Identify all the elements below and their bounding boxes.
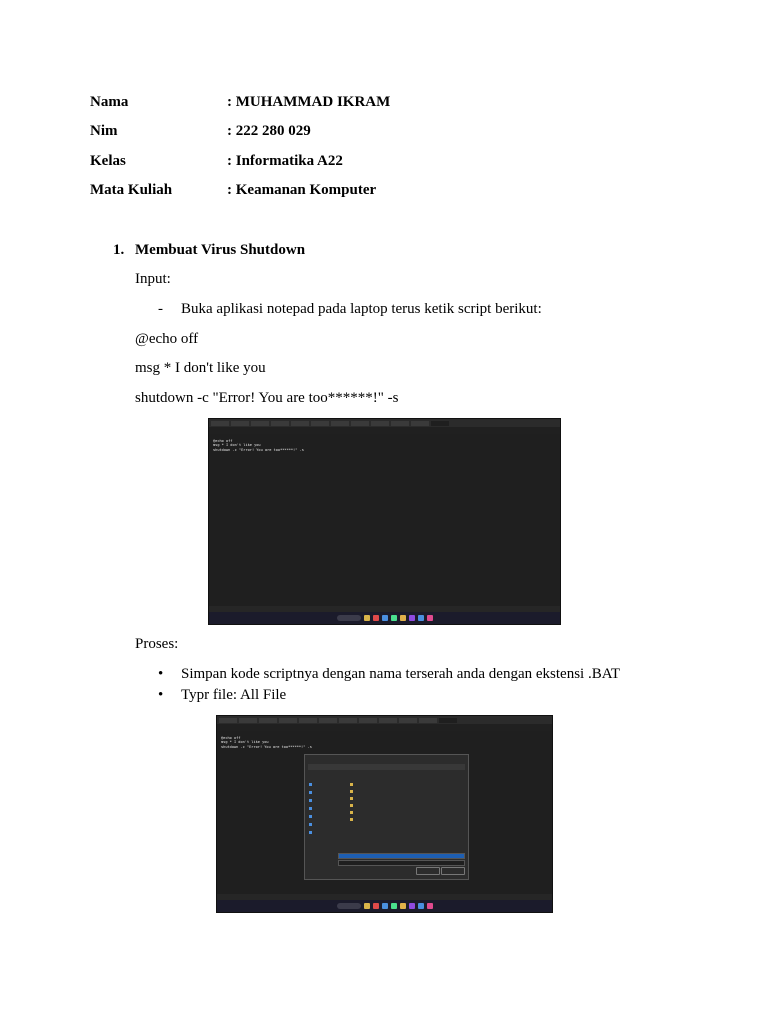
tab xyxy=(339,718,357,723)
dialog-sidebar xyxy=(308,781,344,847)
tab xyxy=(271,421,289,426)
taskbar-app-icon xyxy=(391,903,397,909)
taskbar-app-icon xyxy=(373,615,379,621)
dialog-file-list xyxy=(349,781,465,847)
taskbar-app-icon xyxy=(400,903,406,909)
info-value: : Keamanan Komputer xyxy=(227,182,377,198)
tab xyxy=(311,421,329,426)
taskbar-app-icon xyxy=(364,615,370,621)
dialog-filename-field xyxy=(308,853,465,859)
info-label: Mata Kuliah xyxy=(90,182,173,198)
notepad-tabbar xyxy=(209,419,560,427)
taskbar-app-icon xyxy=(382,615,388,621)
filetype-select xyxy=(338,860,465,866)
dialog-sidebar-item xyxy=(308,789,344,796)
code-line: msg * I don't like you xyxy=(213,443,261,448)
taskbar-app-icon xyxy=(382,903,388,909)
dialog-folder-item xyxy=(349,809,465,816)
dialog-sidebar-item xyxy=(308,781,344,788)
taskbar xyxy=(209,612,560,624)
code-line: msg * I don't like you xyxy=(221,740,269,745)
info-label: Nim xyxy=(90,123,118,139)
notepad-code xyxy=(221,736,312,749)
process-label: Proses: xyxy=(135,636,179,652)
dialog-sidebar-item xyxy=(308,797,344,804)
tab-active xyxy=(439,718,457,723)
tab xyxy=(411,421,429,426)
tab xyxy=(371,421,389,426)
save-as-dialog xyxy=(304,754,469,880)
info-value: : 222 280 029 xyxy=(227,123,311,139)
dialog-save-button xyxy=(416,867,440,875)
taskbar-app-icon xyxy=(391,615,397,621)
tab xyxy=(279,718,297,723)
tab xyxy=(231,421,249,426)
bullet-glyph: • xyxy=(158,666,164,682)
tab xyxy=(219,718,237,723)
tab xyxy=(239,718,257,723)
tab xyxy=(331,421,349,426)
code-line: shutdown -c "Error! You are too******!" -s xyxy=(221,744,312,749)
tab xyxy=(211,421,229,426)
dialog-folder-item xyxy=(349,788,465,795)
taskbar-app-icon xyxy=(418,615,424,621)
taskbar-app-icon xyxy=(364,903,370,909)
tab xyxy=(419,718,437,723)
tab xyxy=(359,718,377,723)
tab xyxy=(259,718,277,723)
input-step-text: Buka aplikasi notepad pada laptop terus ketik script berikut: xyxy=(181,301,542,317)
taskbar-app-icon xyxy=(373,903,379,909)
info-label: Kelas xyxy=(90,153,126,169)
bullet-glyph: • xyxy=(158,687,164,703)
notepad-menubar xyxy=(209,427,560,434)
taskbar-app-icon xyxy=(427,615,433,621)
tab xyxy=(291,421,309,426)
input-label: Input: xyxy=(135,271,171,287)
taskbar-search-icon xyxy=(337,615,361,621)
info-label: Nama xyxy=(90,94,129,110)
code-line: @echo off xyxy=(213,439,233,443)
info-value: : Informatika A22 xyxy=(227,153,343,169)
dialog-sidebar-item xyxy=(308,829,344,836)
notepad-menubar xyxy=(217,724,552,731)
notepad-screenshot xyxy=(208,418,561,625)
taskbar-app-icon xyxy=(409,903,415,909)
dialog-sidebar-item xyxy=(308,805,344,812)
tab xyxy=(399,718,417,723)
section-title: Membuat Virus Shutdown xyxy=(135,242,306,258)
code-line: @echo off xyxy=(221,736,241,740)
notepad-tabbar xyxy=(217,716,552,724)
dialog-sidebar-item xyxy=(308,821,344,828)
dialog-folder-item xyxy=(349,802,465,809)
notepad-code xyxy=(213,439,304,452)
taskbar-app-icon xyxy=(400,615,406,621)
taskbar-app-icon xyxy=(409,615,415,621)
info-value: : MUHAMMAD IKRAM xyxy=(227,94,391,110)
filename-input xyxy=(338,853,465,859)
script-line: @echo off xyxy=(135,331,199,347)
taskbar xyxy=(217,900,552,912)
script-line: shutdown -c "Error! You are too******!" -s xyxy=(135,390,399,406)
taskbar-app-icon xyxy=(418,903,424,909)
input-step-dash: - xyxy=(158,301,163,317)
dialog-address-bar xyxy=(308,764,465,770)
taskbar-search-icon xyxy=(337,903,361,909)
dialog-folder-item xyxy=(349,795,465,802)
tab xyxy=(379,718,397,723)
process-step: Typr file: All File xyxy=(181,687,287,703)
taskbar-app-icon xyxy=(427,903,433,909)
code-line: shutdown -c "Error! You are too******!" -s xyxy=(213,447,304,452)
tab-active xyxy=(431,421,449,426)
tab xyxy=(299,718,317,723)
dialog-cancel-button xyxy=(441,867,465,875)
script-line: msg * I don't like you xyxy=(135,360,266,376)
dialog-sidebar-item xyxy=(308,813,344,820)
tab xyxy=(251,421,269,426)
process-step: Simpan kode scriptnya dengan nama terserah anda dengan ekstensi .BAT xyxy=(181,666,621,682)
section-number: 1. xyxy=(113,242,125,258)
tab xyxy=(351,421,369,426)
tab xyxy=(391,421,409,426)
save-dialog-screenshot xyxy=(216,715,553,913)
dialog-folder-item xyxy=(349,781,465,788)
dialog-filetype-field xyxy=(308,860,465,866)
dialog-folder-item xyxy=(349,816,465,823)
tab xyxy=(319,718,337,723)
